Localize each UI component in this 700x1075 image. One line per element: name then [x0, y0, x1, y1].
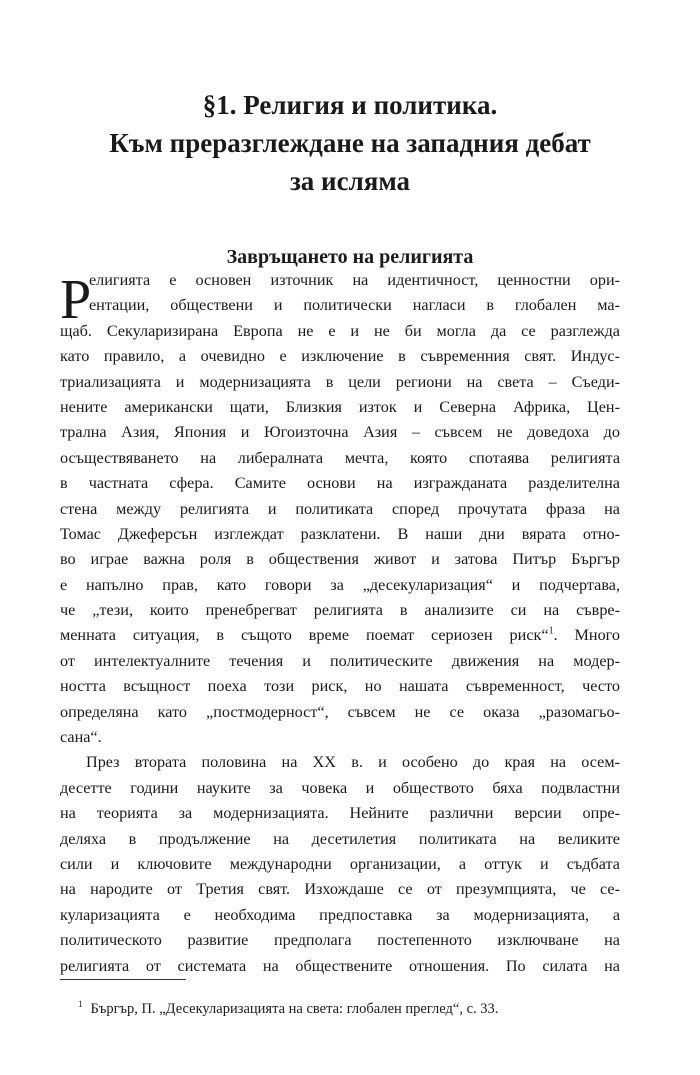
text-line: десетте години науките за човека и обществото бяха подвластни — [60, 778, 620, 797]
text-line: ността всъщност поеха този риск, но нашата съвременност, често — [60, 677, 620, 696]
text-line: на народите от Третия свят. Изхождаше се от презумпцията, че се- — [60, 880, 620, 899]
text-line: ентации, обществени и политически нагласи в глобален ма- — [89, 296, 620, 315]
text-line: елигията е основен източник на идентичност, ценностни ори- — [89, 271, 620, 289]
section-heading: Завръщането на религията — [226, 246, 474, 268]
text-line: во играе важна роля в обществения живот и затова Питър Бъргър — [60, 550, 620, 569]
text-line: щаб. Секуларизирана Европа не е и не би могла да се разглежда — [60, 321, 620, 340]
footnote-divider — [60, 979, 186, 980]
paragraph-2 — [60, 750, 620, 979]
text-line: като правило, а очевидно е изключение в съвременния свят. Индус- — [60, 347, 620, 366]
footnote-reference[interactable]: 1 — [548, 626, 554, 638]
text-line: През втората половина на XX в. и особено до края на осем- — [86, 753, 620, 772]
footnote-number: 1 — [78, 999, 83, 1009]
text-line: деляха в продължение на десетилетия политиката на великите — [60, 829, 620, 848]
footnote — [78, 994, 498, 1019]
text-line: сана“. — [60, 728, 102, 747]
body-text — [60, 268, 620, 979]
text-line: от интелектуалните течения и политическите движения на модер- — [60, 651, 620, 670]
chapter-title — [70, 86, 630, 200]
text-line: в частната сфера. Самите основи на изгражданата разделителна — [60, 474, 620, 493]
chapter-title-line-3: за исляма — [289, 166, 411, 196]
text-line: стена между религията и политиката според прочутата фраза на — [60, 499, 620, 518]
text-line: на теорията за модернизацията. Нейните различни версии опре- — [60, 804, 620, 823]
text-line: определяна като „постмодерност“, съвсем не се оказа „разомагьо- — [60, 702, 620, 721]
text-line: нените американски щати, Близкия изток и Северна Африка, Цен- — [60, 397, 620, 416]
text-line: политическото развитие предполага постепенното изключване на — [60, 931, 620, 950]
chapter-title-line-1: §1. Религия и политика. — [202, 90, 498, 120]
text-line: че „тези, които пренебрегват религията в анализите си на съвре- — [60, 601, 620, 620]
text-segment: менната ситуация, в същото време поемат сериозен риск“ — [60, 626, 549, 645]
text-line: сили и ключовите международни организации, а оттук и съдбата — [60, 854, 620, 873]
text-line: е напълно прав, като говори за „десекуларизация“ и подчертава, — [60, 575, 620, 594]
text-line: религията от системата на обществените отношения. По силата на — [60, 956, 620, 975]
text-line: триализацията и модернизацията в цели региони на света – Съеди- — [60, 372, 620, 391]
text-line: осъществяването на либералната мечта, която спотаява религията — [60, 448, 620, 467]
paragraph-1 — [60, 268, 620, 750]
chapter-title-line-2: Към преразглеждане на западния дебат — [109, 128, 591, 158]
text-segment: . Много — [553, 626, 620, 645]
text-line: Томас Джеферсън изглеждат разклатени. В наши дни вярата отно- — [60, 524, 620, 543]
text-line: трална Азия, Япония и Югоизточна Азия – съвсем не доведоха до — [60, 423, 620, 442]
text-line: куларизацията е необходима предпоставка за модернизацията, а — [60, 905, 620, 924]
text-line-with-note — [60, 623, 620, 648]
drop-cap: Р — [60, 269, 92, 331]
footnote-text: Бъргър, П. „Десекуларизацията на света: глобален преглед“, с. 33. — [90, 1000, 499, 1017]
